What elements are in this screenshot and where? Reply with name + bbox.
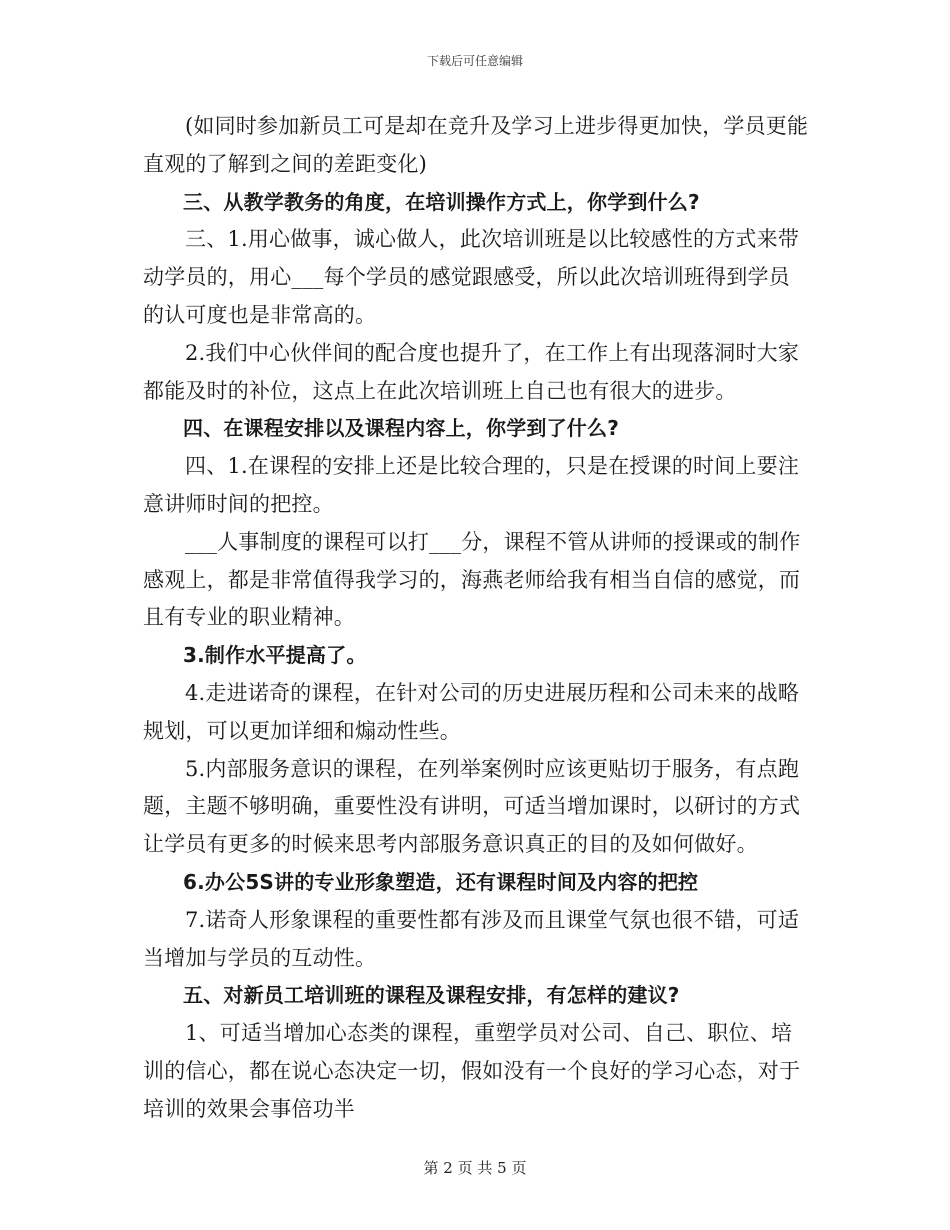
page-header: 下载后可任意编辑 <box>426 54 523 68</box>
paragraph: ___人事制度的课程可以打___分，课程不管从讲师的授课或的制作感观上，都是非常值得我学习的，海燕老师给我有相当自信的感觉，而且有专业的职业精神。 <box>143 529 801 630</box>
page-footer: 第 2 页 共 5 页 <box>423 1159 527 1177</box>
paragraph: 四、1.在课程的安排上还是比较合理的，只是在授课的时间上要注意讲师时间的把控。 <box>143 454 800 516</box>
paragraph: 2.我们中心伙伴间的配合度也提升了，在工作上有出现落洞时大家都能及时的补位，这点上在此次培训班上自己也有很大的进步。 <box>143 340 800 403</box>
item-heading: 3.制作水平提高了。 <box>183 643 367 668</box>
paragraph: (如同时参加新员工可是却在竞升及学习上进步得更加快，学员更能直观的了解到之间的差距变化) <box>143 114 809 176</box>
item-heading: 6.办公5S讲的专业形象塑造，还有课程时间及内容的把控 <box>183 869 699 894</box>
section-heading: 三、从教学教务的角度，在培训操作方式上，你学到什么? <box>183 189 700 214</box>
paragraph: 7.诺奇人形象课程的重要性都有涉及而且课堂气氛也很不错，可适当增加与学员的互动性。 <box>143 907 800 970</box>
paragraph: 三、1.用心做事，诚心做人，此次培训班是以比较感性的方式来带动学员的，用心___每个学员的感觉跟感受，所以此次培训班得到学员的认可度也是非常高的。 <box>143 227 800 327</box>
paragraph: 1、可适当增加心态类的课程，重塑学员对公司、自己、职位、培训的信心，都在说心态决定一切，假如没有一个良好的学习心态，对于培训的效果会事倍功半 <box>143 1021 801 1121</box>
document-body <box>143 108 811 1129</box>
section-heading: 四、在课程安排以及课程内容上，你学到了什么? <box>183 416 620 441</box>
paragraph: 5.内部服务意识的课程，在列举案例时应该更贴切于服务，有点跑题，主题不够明确，重要性没有讲明，可适当增加课时，以研讨的方式让学员有更多的时候来思考内部服务意识真正的目的及如何做好。 <box>143 756 801 857</box>
section-heading: 五、对新员工培训班的课程及课程安排，有怎样的建议? <box>183 983 680 1008</box>
paragraph: 4.走进诺奇的课程，在针对公司的历史进展历程和公司未来的战略规划，可以更加详细和煽动性些。 <box>143 680 800 743</box>
